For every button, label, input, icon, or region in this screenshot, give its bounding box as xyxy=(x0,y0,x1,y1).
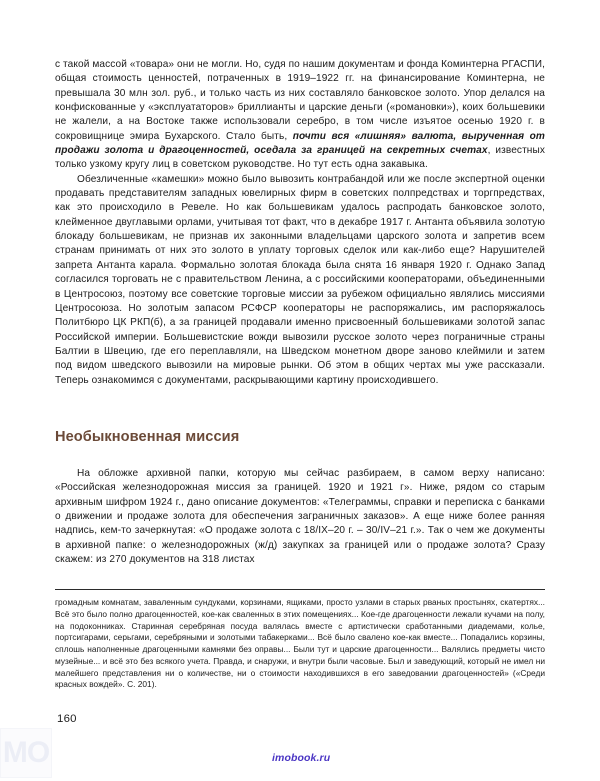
footnote-separator-rule xyxy=(55,589,545,590)
text-run-normal: Обезличенные «камешки» можно было вывозить контрабандой или же после экспертной оценки продавать представителям западных ювелирных фирм в советских полпредствах и торгпредствах, как это происходило в Ревеле. Но как большевикам удалось распродать банковское золото, клейменное двуглавыми орлами, учитывая тот факт, что в декабре 1917 г. Антанта объявила золотую блокаду большевикам, не признав их законными владельцами царского золота и запретив всем странам принимать от них это золото в уплату торговых сделок или как-либо еще? Нарушителей запрета Антанта карала. Формально золотая блокада была снята 16 января 1920 г. Однако Запад согласился торговать не с правительством Ленина, а с российскими кооператорами, объединенными в Центросоюз, поэтому все советские торговые миссии за рубежом официально являлись миссиями Центросоюза. Но золотым запасом РСФСР кооператоры не распоряжались, им распоряжалось Политбюро ЦК РКП(б), а за границей продавали именно присвоенный большевиками золотой запас Российской империи. Большевистские вожди вывозили русское золото через пограничные страны Балтии в Швецию, где его переплавляли, на Шведском монетном дворе заново клеймили и затем под видом шведского вывозили на мировые рынки. Об этом в общих чертах мы уже рассказали. Теперь ознакомимся с документами, раскрывающими картину происходившего. xyxy=(55,173,545,386)
page-number: 160 xyxy=(57,713,77,725)
watermark-logo-icon: MO xyxy=(0,728,52,778)
section-heading: Необыкновенная миссия xyxy=(55,428,240,445)
paragraph-depersonalized-gems xyxy=(55,173,545,388)
text-run-normal: На обложке архивной папки, которую мы сейчас разбираем, в самом верху написано: «Российская железнодорожная миссия за границей. 1920 и 1921 г». Ниже, рядом со старым архивным шифром 1924 г., дано описание документов: «Телеграммы, справки и переписка с банками о движении и продаже золота для обеспечения заграничных заказов». А еще ниже более ранняя надпись, кем-то зачеркнутая: «О продаже золота с 18/IX–20 г. – 30/IV–21 г.». Так о чем же документы в архивной папке: о железнодорожных (ж/д) закупках за границей или о продаже золота? Сразу скажем: из 270 документов на 318 листах xyxy=(55,467,545,565)
footnote-block xyxy=(55,589,545,691)
watermark-site-label: imobook.ru xyxy=(272,752,331,764)
text-run-normal: с такой массой «товара» они не могли. Но, судя по нашим документам и фонда Коминтерна РГАСПИ, общая стоимость ценностей, потраченных в 1919–1922 гг. на финансирование Коминтерна, не превышала 30 млн зол. руб., и только часть из них составляло банковское золото. Упор делался на конфискованные у «эксплуататоров» бриллианты и царские деньги («романовки»), коих большевики не жалели, а на Востоке также использовали серебро, в том числе изъятое осенью 1920 г. в сокровищнице эмира Бухарского. Стало быть, xyxy=(55,59,545,142)
footnote-text: громадным комнатам, заваленным сундуками, корзинами, ящиками, просто узлами в старых рваных простынях, скатертях... Всё это было полно драгоценностей, кое-как сваленных в этих помещениях... Кое-где драгоценности лежали кучами на полу, на подоконниках. Старинная серебряная посуда валялась вместе с артистически сработанными диадемами, колье, портсигарами, серьгами, серебряными и золотыми табакерками... Всё было свалено кое-как вместе... Попадались корзины, сплошь наполненные драгоценными камнями без оправы... Были тут и царские драгоценности... Валялись предметы чисто музейные... и всё это без всякого учета. Правда, и снаружи, и внутри были часовые. Был и заведующий, который не имел ни малейшего представления ни о количестве, ни о стоимости находившихся в его заведовании драгоценностей» («Среди красных вождей». С. 201). xyxy=(55,597,545,690)
paragraph-archive-folder xyxy=(55,467,545,567)
text-run-normal-tail: , известных только узкому кругу лиц в советском руководстве. Но тут есть одна закавыка. xyxy=(55,145,545,171)
paragraph-goods-mass xyxy=(55,58,545,173)
text-run-bold-italic: почти вся «лишняя» валюта, вырученная от продажи золота и драгоценностей, оседала за границей на секретных счетах xyxy=(55,130,546,157)
heading-spacer-top xyxy=(55,388,545,428)
heading-spacer-bottom xyxy=(55,446,545,467)
page-body-column xyxy=(55,58,545,567)
